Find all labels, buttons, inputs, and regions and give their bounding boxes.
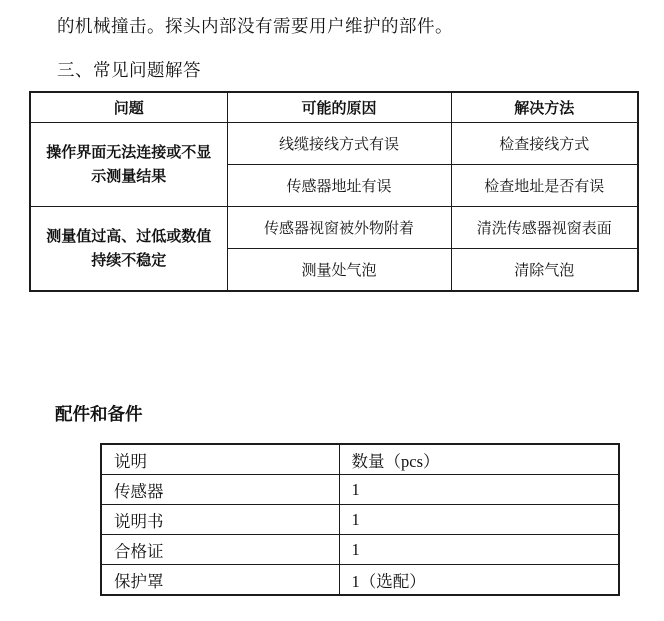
accessories-section-heading: 配件和备件	[55, 404, 143, 424]
accessory-name-cell: 说明书	[101, 505, 339, 535]
faq-cause-cell: 测量处气泡	[227, 249, 451, 292]
faq-header-problem: 问题	[30, 92, 227, 123]
accessories-header-description: 说明	[101, 444, 339, 475]
faq-header-row	[30, 92, 638, 123]
faq-row	[30, 123, 638, 165]
faq-problem-cell: 测量值过高、过低或数值持续不稳定	[30, 207, 227, 292]
accessories-row	[101, 505, 619, 535]
accessories-row	[101, 565, 619, 596]
faq-cause-cell: 线缆接线方式有误	[227, 123, 451, 165]
accessories-row	[101, 475, 619, 505]
faq-cause-cell: 传感器地址有误	[227, 165, 451, 207]
faq-solution-cell: 清洗传感器视窗表面	[451, 207, 638, 249]
faq-cause-cell: 传感器视窗被外物附着	[227, 207, 451, 249]
accessory-qty-cell: 1	[339, 505, 619, 535]
accessories-table	[100, 443, 620, 596]
accessory-name-cell: 传感器	[101, 475, 339, 505]
accessories-header-row	[101, 444, 619, 475]
body-paragraph: 的机械撞击。探头内部没有需要用户维护的部件。	[57, 16, 453, 36]
accessory-name-cell: 合格证	[101, 535, 339, 565]
faq-solution-cell: 检查地址是否有误	[451, 165, 638, 207]
faq-problem-cell: 操作界面无法连接或不显示测量结果	[30, 123, 227, 207]
accessory-qty-cell: 1	[339, 475, 619, 505]
faq-header-cause: 可能的原因	[227, 92, 451, 123]
accessory-name-cell: 保护罩	[101, 565, 339, 596]
faq-solution-cell: 清除气泡	[451, 249, 638, 292]
accessories-row	[101, 535, 619, 565]
accessory-qty-cell: 1	[339, 535, 619, 565]
accessory-qty-cell: 1（选配）	[339, 565, 619, 596]
accessories-header-quantity: 数量（pcs）	[339, 444, 619, 475]
faq-solution-cell: 检查接线方式	[451, 123, 638, 165]
faq-section-heading: 三、常见问题解答	[57, 60, 201, 80]
faq-header-solution: 解决方法	[451, 92, 638, 123]
faq-row	[30, 207, 638, 249]
faq-table	[29, 91, 639, 292]
